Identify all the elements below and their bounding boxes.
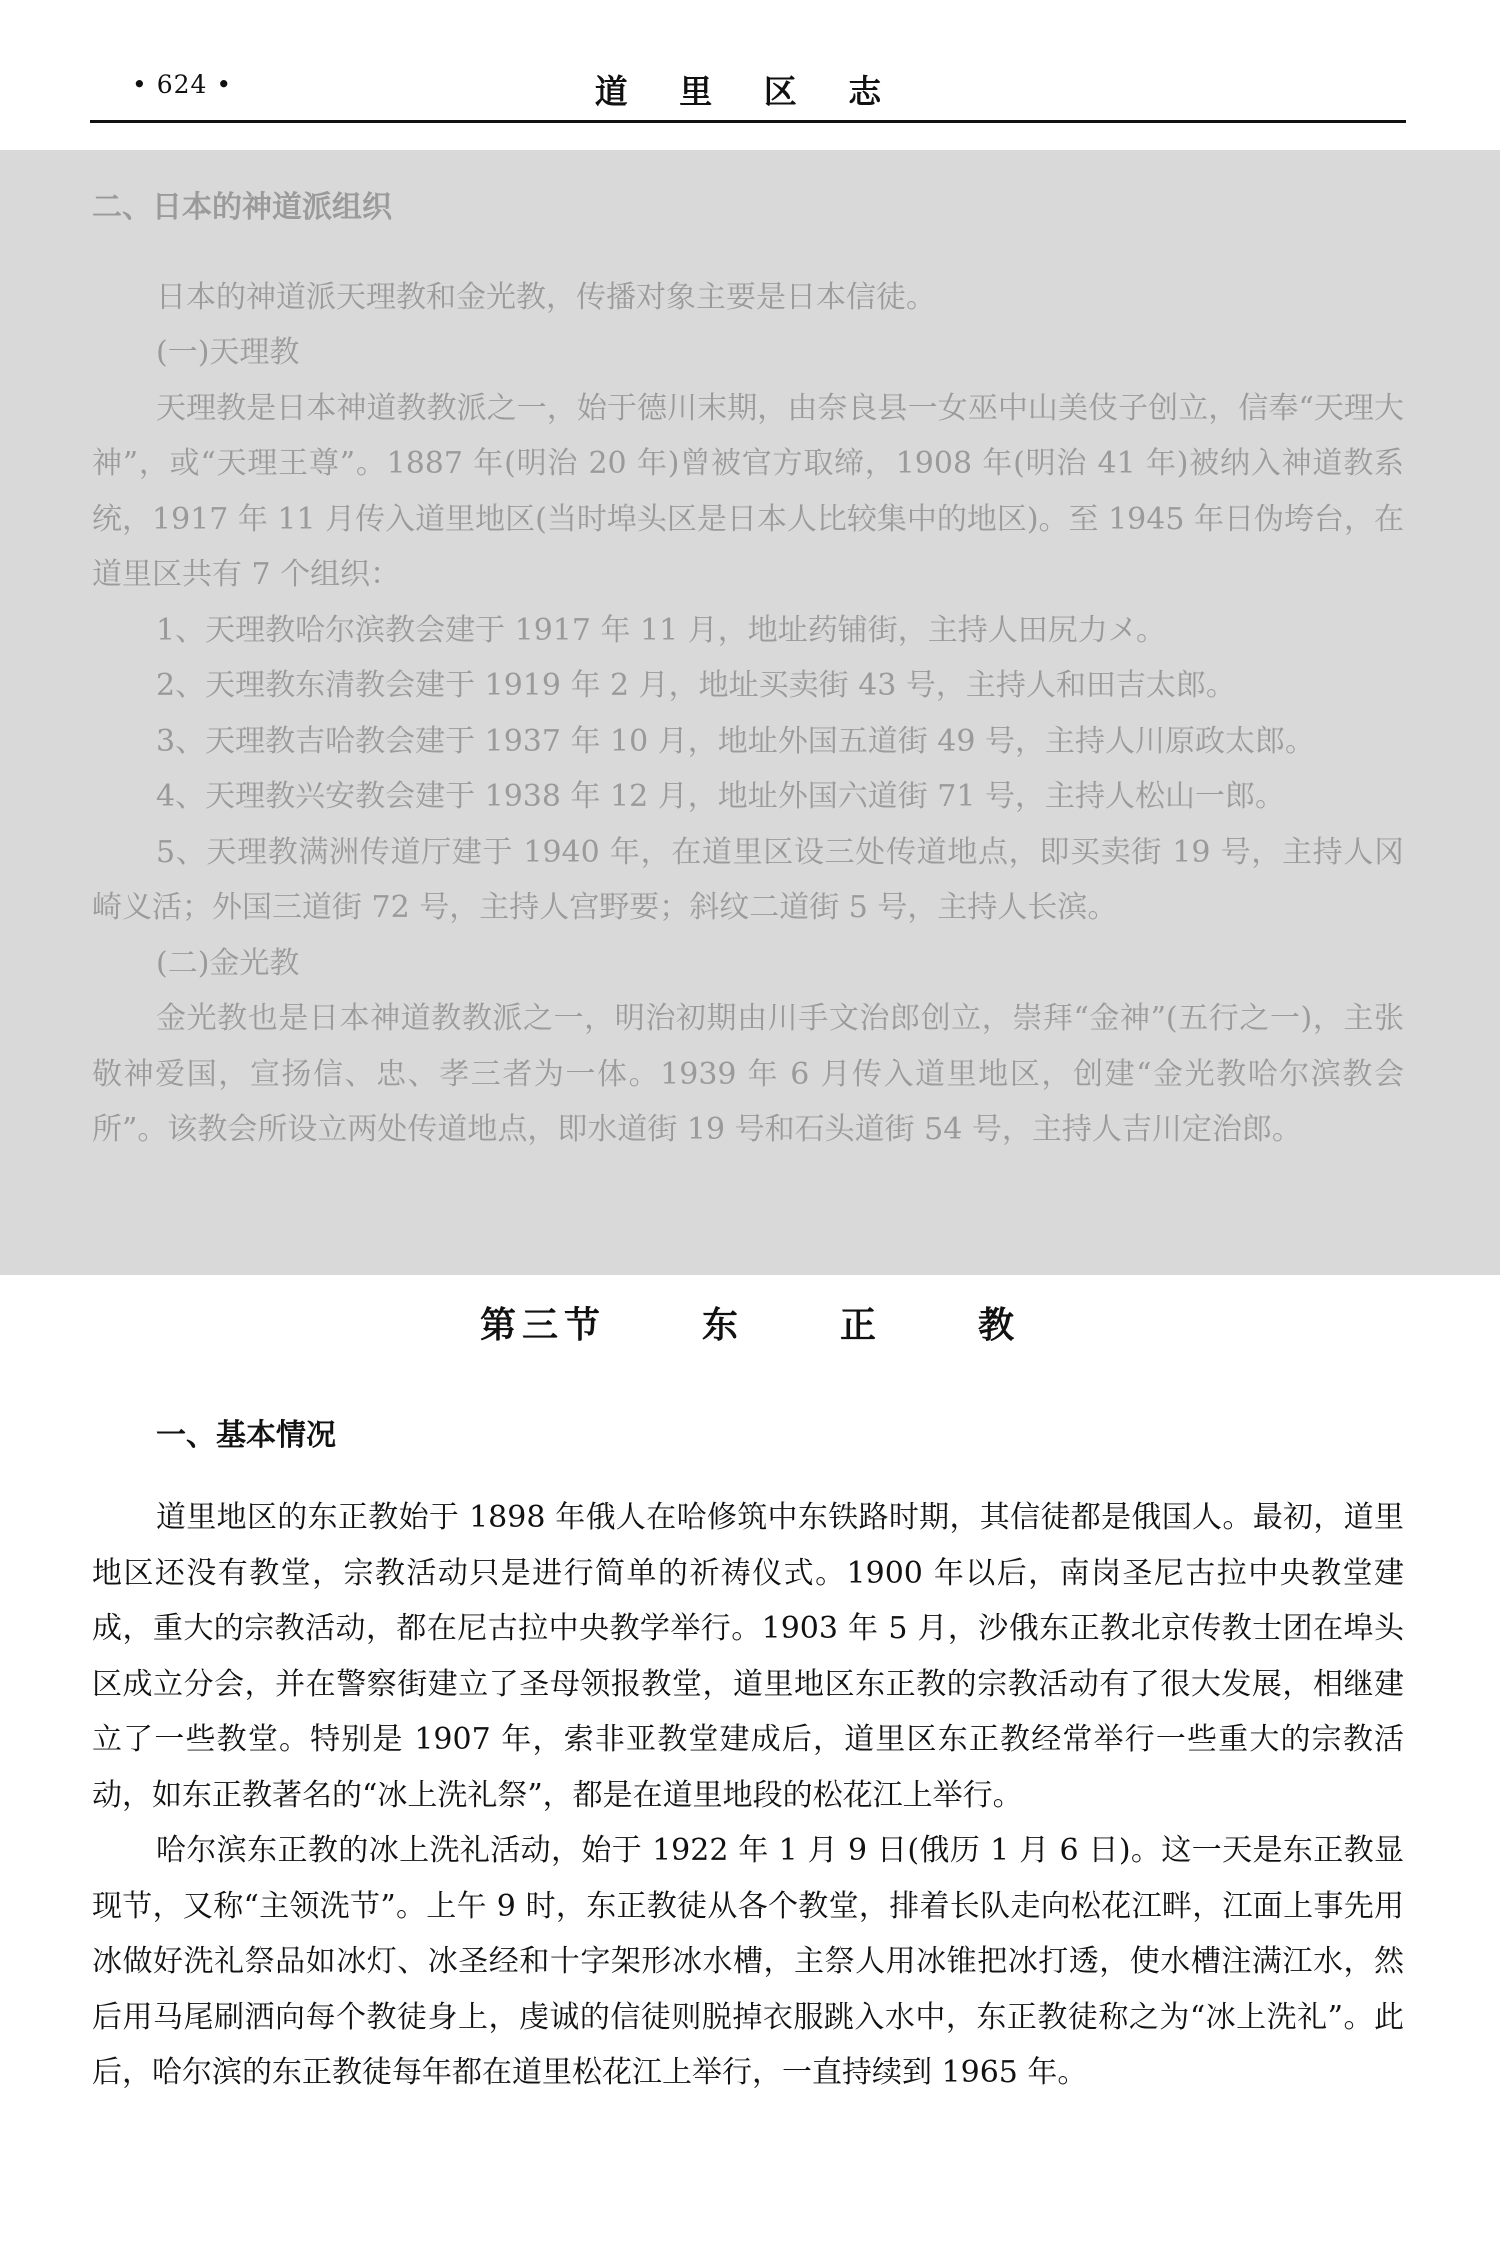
tenrikyo-heading: (一)天理教 xyxy=(156,335,300,370)
subheading: 一、基本情况 xyxy=(156,1418,336,1453)
list-item: 4、天理教兴安教会建于 1938 年 12 月，地址外国六道街 71 号，主持人松山一郎。 xyxy=(156,779,1285,814)
section-title-part: 东 xyxy=(701,1304,744,1346)
page-number: • 624 • xyxy=(132,70,233,99)
page-header xyxy=(90,62,1406,118)
list-item: 5、天理教满洲传道厅建于 1940 年，在道里区设三处传道地点，即买卖街 19 号，主持人冈崎义活；外国三道街 72 号，主持人宫野要；斜纹二道街 5 号，主持人长滨。 xyxy=(92,834,1404,925)
konkokyo-paragraph: 金光教也是日本神道教教派之一，明治初期由川手文治郎创立，崇拜“金神”(五行之一)，主张敬神爱国，宣扬信、忠、孝三者为一体。1939 年 6 月传入道里地区，创建“金光教哈尔滨教会所”。该教会所设立两处传道地点，即水道街 19 号和石头道街 54 号，主持人吉川定治郎。 xyxy=(92,1001,1404,1147)
shaded-section-content xyxy=(92,180,1404,1158)
list-item: 1、天理教哈尔滨教会建于 1917 年 11 月，地址药铺街，主持人田尻力メ。 xyxy=(156,612,1166,648)
body-text xyxy=(92,1490,1404,2101)
body-paragraph: 哈尔滨东正教的冰上洗礼活动，始于 1922 年 1 月 9 日(俄历 1 月 6 日)。这一天是东正教显现节，又称“主领洗节”。上午 9 时，东正教徒从各个教堂，排着长队走向松花江畔，江面上事先用冰做好洗礼祭品如冰灯、冰圣经和十字架形冰水槽，主祭人用冰锥把冰打透，使水槽注满江水，然后用马尾刷洒向每个教徒身上，虔诚的信徒则脱掉衣服跳入水中，东正教徒称之为“冰上洗礼”。此后，哈尔滨的东正教徒每年都在道里松花江上举行，一直持续到 1965 年。 xyxy=(92,1833,1404,2090)
body-paragraph: 道里地区的东正教始于 1898 年俄人在哈修筑中东铁路时期，其信徒都是俄国人。最初，道里地区还没有教堂，宗教活动只是进行简单的祈祷仪式。1900 年以后，南岗圣尼古拉中央教堂建成，重大的宗教活动，都在尼古拉中央教学举行。1903 年 5 月，沙俄东正教北京传教士团在埠头区成立分会，并在警察街建立了圣母领报教堂，道里地区东正教的宗教活动有了很大发展，相继建立了一些教堂。特别是 1907 年，索非亚教堂建成后，道里区东正教经常举行一些重大的宗教活动，如东正教著名的“冰上洗礼祭”，都是在道里地段的松花江上举行。 xyxy=(92,1500,1404,1813)
section-title-part: 正 xyxy=(840,1304,883,1346)
list-item: 2、天理教东清教会建于 1919 年 2 月，地址买卖街 43 号，主持人和田吉太郎。 xyxy=(156,668,1236,703)
section-title-part: 教 xyxy=(978,1304,1021,1346)
header-rule xyxy=(90,120,1406,123)
konkokyo-heading: (二)金光教 xyxy=(156,945,300,981)
shaded-intro: 日本的神道派天理教和金光教，传播对象主要是日本信徒。 xyxy=(156,279,936,315)
list-item: 3、天理教吉哈教会建于 1937 年 10 月，地址外国五道街 49 号，主持人川原政太郎。 xyxy=(156,723,1315,759)
shaded-heading: 二、日本的神道派组织 xyxy=(92,190,392,225)
tenrikyo-paragraph: 天理教是日本神道教教派之一，始于德川末期，由奈良县一女巫中山美伎子创立，信奉“天理大神”，或“天理王尊”。1887 年(明治 20 年)曾被官方取缔，1908 年(明治 41 年)被纳入神道教系统，1917 年 11 月传入道里地区(当时埠头区是日本人比较集中的地区)。至 1945 年日伪垮台，在道里区共有 7 个组织： xyxy=(92,390,1404,592)
section-title-part: 第三节 xyxy=(479,1304,606,1346)
section-title xyxy=(0,1297,1500,1348)
shaded-section xyxy=(0,150,1500,1275)
running-title: 道 里 区 志 xyxy=(594,72,902,111)
